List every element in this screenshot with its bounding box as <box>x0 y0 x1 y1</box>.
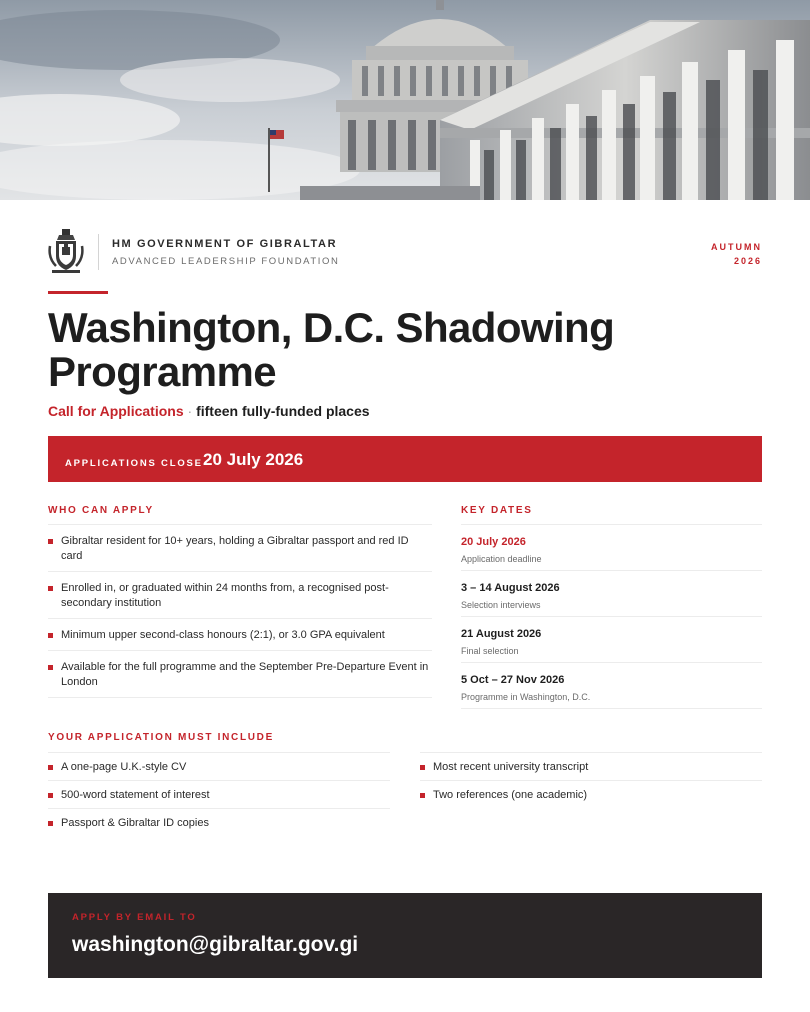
date-value: 20 July 2026 <box>461 536 526 548</box>
date-description: Selection interviews <box>461 600 541 610</box>
list-item-text: Enrolled in, or graduated within 24 months from, a recognised post-secondary institution <box>61 582 389 609</box>
list-item-text: 500-word statement of interest <box>61 789 210 801</box>
hero-photo <box>0 0 810 200</box>
bullet-icon <box>420 793 425 798</box>
list-item <box>420 753 762 781</box>
date-value: 21 August 2026 <box>461 628 542 640</box>
subtitle-separator: · <box>183 403 197 419</box>
list-item <box>420 781 762 809</box>
email-label: APPLY BY EMAIL TO <box>72 912 197 923</box>
bullet-icon <box>48 586 53 591</box>
bullet-icon <box>48 665 53 670</box>
list-item-text: A one-page U.K.-style CV <box>61 761 187 773</box>
season-badge <box>711 240 762 268</box>
list-item <box>48 651 432 698</box>
list-item <box>48 753 390 781</box>
brand-header <box>48 226 762 278</box>
organisation-subtitle: ADVANCED LEADERSHIP FOUNDATION <box>112 256 340 267</box>
list-item-text: Minimum upper second-class honours (2:1), or 3.0 GPA equivalent <box>61 629 385 641</box>
list-item-text: Most recent university transcript <box>433 761 589 773</box>
accent-rule <box>48 291 108 294</box>
subtitle-places: fifteen fully-funded places <box>196 403 370 419</box>
apply-email-panel <box>48 893 762 978</box>
eligibility-list <box>48 524 432 698</box>
date-value: 5 Oct – 27 Nov 2026 <box>461 674 565 686</box>
deadline-date: 20 July 2026 <box>203 450 304 469</box>
date-value: 3 – 14 August 2026 <box>461 582 560 594</box>
list-item <box>48 619 432 651</box>
organisation-name: HM GOVERNMENT OF GIBRALTAR <box>112 238 338 250</box>
list-item <box>48 781 390 809</box>
subtitle <box>48 403 370 419</box>
date-item <box>461 525 762 571</box>
includes-heading: YOUR APPLICATION MUST INCLUDE <box>48 732 274 743</box>
deadline-label: APPLICATIONS CLOSE <box>65 458 203 469</box>
date-description: Programme in Washington, D.C. <box>461 692 591 702</box>
season-year: 2026 <box>733 256 762 266</box>
eligibility-heading: WHO CAN APPLY <box>48 505 154 516</box>
date-item <box>461 571 762 617</box>
includes-list-right <box>420 752 762 809</box>
season-label: AUTUMN <box>711 242 762 252</box>
list-item-text: Gibraltar resident for 10+ years, holding a Gibraltar passport and red ID card <box>61 535 409 562</box>
capitol-building-image <box>0 0 810 200</box>
list-item <box>48 809 390 837</box>
date-description: Final selection <box>461 646 519 656</box>
bullet-icon <box>48 765 53 770</box>
includes-list-left <box>48 752 390 837</box>
brand-divider <box>98 234 99 270</box>
subtitle-lead: Call for Applications <box>48 403 184 419</box>
date-description: Application deadline <box>461 554 542 564</box>
list-item <box>48 572 432 619</box>
list-item <box>48 525 432 572</box>
bullet-icon <box>420 765 425 770</box>
coat-of-arms-icon <box>48 228 84 274</box>
bullet-icon <box>48 793 53 798</box>
bullet-icon <box>48 539 53 544</box>
bullet-icon <box>48 821 53 826</box>
key-dates-list <box>461 524 762 709</box>
deadline-banner <box>48 436 762 482</box>
list-item-text: Passport & Gibraltar ID copies <box>61 817 209 829</box>
bullet-icon <box>48 633 53 638</box>
email-link[interactable]: washington@gibraltar.gov.gi <box>72 933 359 956</box>
date-item <box>461 617 762 663</box>
page-title: Washington, D.C. Shadowing Programme <box>48 304 615 395</box>
list-item-text: Two references (one academic) <box>433 789 588 801</box>
list-item-text: Available for the full programme and the September Pre-Departure Event in London <box>61 661 429 688</box>
date-item <box>461 663 762 709</box>
key-dates-heading: KEY DATES <box>461 505 533 516</box>
